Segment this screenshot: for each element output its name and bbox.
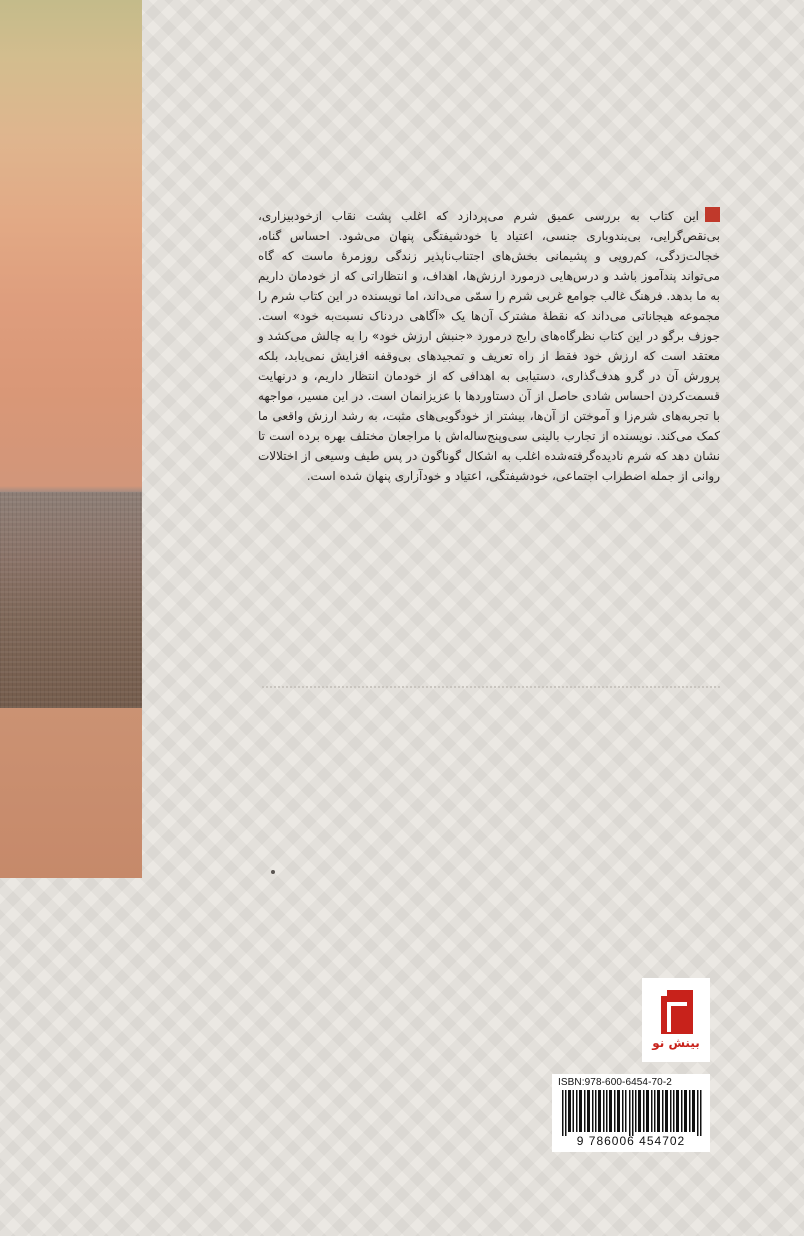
dotted-divider [262,686,720,688]
blurb-paragraph-3: نویسنده از تجارب بالینی سی‌وپنج‌ساله‌اش با مراجعان مختلف بهره برده است تا نشان دهد که شرم نادیده‌گرفته‌شده اغلب به اشکال گوناگون در پس طیف وسیعی از اختلالات روانی از جمله اضطراب اجتماعی، خودشیفتگی، اعتیاد و خودآزاری پنهان شده است. [258,429,720,483]
publisher-book-icon [657,990,697,1036]
publisher-name: بینش نو [652,1036,700,1050]
photo-ground [0,708,142,878]
publisher-logo [642,978,710,1062]
blurb-paragraph-1: این کتاب به بررسی عمیق شرم می‌پردازد که اغلب پشت نقاب ازخودبیزاری، بی‌نقص‌گرایی، بی‌بندوباری جنسی، اعتیاد یا خودشیفتگی پنهان می‌شود. احساس گناه، خجالت‌زدگی، کم‌رویی و پشیمانی بخش‌های اجتناب‌ناپذیر زندگی روزمرهٔ ماست که گاه می‌تواند پندآموز باشد و درس‌هایی درمورد ارزش‌ها، اهداف، و انتظاراتی که از خودمان داریم به ما بدهد. فرهنگ غالب جوامع غربی شرم را سمّی می‌داند، اما نویسنده در این کتاب شرم را مجموعه هیجاناتی می‌داند که نقطهٔ مشترک آن‌ها یک «آگاهی دردناک نسبت‌به خود» است. [258,209,720,323]
red-square-bullet-icon [705,207,720,222]
barcode-digits: 9 786006 454702 [576,1134,686,1148]
isbn-barcode-box [552,1074,710,1152]
isbn-label: ISBN:978-600-6454-70-2 [558,1077,672,1088]
photo-field [0,492,142,708]
photo-sky [0,0,142,492]
barcode-icon [562,1090,702,1136]
decorative-dot [271,870,275,874]
back-cover-blurb [258,206,720,486]
cover-photo-strip [0,0,142,878]
blurb-paragraph-2: جوزف برگو در این کتاب نظرگاه‌های رایج درمورد «جنبش ارزش خود» را به چالش می‌کشد و معتقد است که ارزش خود فقط از راه تعریف و تمجیدهای بی‌وقفه افزایش نمی‌یابد، بلکه پرورش آن در گرو هدف‌گذاری، دستیابی به اهدافی که از خودمان انتظار داریم، و درنهایت قسمت‌کردن احساس شادی حاصل از آن دستاوردها با عزیزانمان است. در این مسیر، مواجهه با تجربه‌های شرم‌زا و آموختن از آن‌ها، بیشتر از خودگویی‌های مثبت، به رشد ارزش واقعی ما کمک می‌کند. [258,329,720,443]
